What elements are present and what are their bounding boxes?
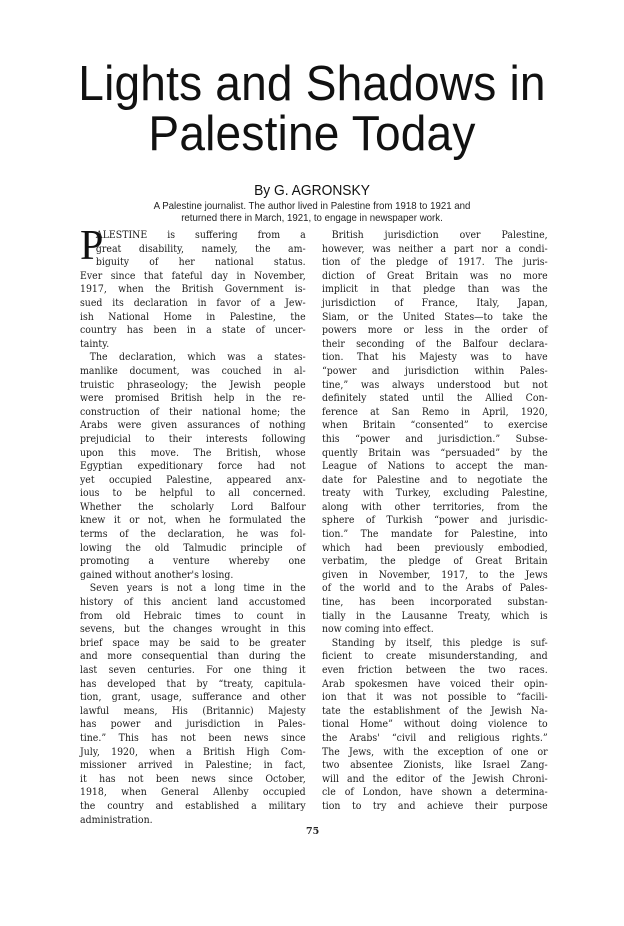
text-line: Seven years is not a long time in the [89, 582, 306, 595]
text-line: ALESTINE is suffering from a [95, 229, 306, 241]
text-line: ish National Home in Palestine, the [80, 310, 306, 323]
author-note [22, 201, 602, 225]
text-line: tainty. [80, 337, 110, 350]
text-line: their seconding of the Balfour declara- [322, 337, 548, 350]
text-line: “power and jurisdiction within Pales- [322, 364, 548, 377]
text-line: date for Palestine and to negotiate the [322, 473, 548, 486]
text-line: great disability, namely, the am- [95, 242, 306, 255]
text-line: will and the editor of the Jewish Chroni- [322, 772, 548, 785]
text-line: missioner arrived in Palestine; in fact, [80, 759, 306, 772]
text-line: tional Home” without doing violence to [322, 718, 548, 731]
text-line: construction of their national home; the [80, 405, 306, 418]
text-line: League of Nations to accept the man- [322, 460, 548, 473]
text-line: even friction between the two races. [322, 664, 548, 676]
text-line: cle of London, have shown a determina- [322, 786, 548, 799]
author-byline: By G. AGRONSKY [254, 182, 370, 199]
text-line: powers more or less in the order of [322, 324, 548, 337]
text-line: has power and jurisdiction in Pales- [80, 718, 306, 731]
text-line: last seven centuries. For one thing it [80, 664, 306, 676]
left-text-column [80, 229, 306, 827]
text-line: the country and established a military [80, 799, 306, 812]
text-line: tine,” was always understood but not [322, 378, 548, 391]
drop-cap: P [80, 223, 104, 269]
text-line: this “power and jurisdiction.” Subse- [322, 432, 548, 445]
text-line: administration. [80, 813, 153, 826]
text-line: were promised British help in the re- [80, 392, 306, 405]
text-line: of the world and to the Arabs of Pales- [322, 582, 548, 595]
text-line: sued its declaration in favor of a Jew- [80, 296, 306, 309]
text-line: tion to try and achieve their purpose [322, 799, 548, 812]
text-line: brief space may be said to be greater [80, 636, 306, 649]
text-line: truistic phraseology; the Jewish people [80, 378, 306, 391]
text-line: the Arabs' “civil and religious rights.” [322, 731, 548, 744]
text-line: gained without another's losing. [80, 568, 234, 581]
text-line: knew it or not, when he formulated the [80, 514, 306, 527]
text-line: 1917, when the British Government is- [80, 283, 306, 296]
text-line: now coming into effect. [322, 623, 434, 636]
text-line: yet occupied Palestine, appeared anx- [80, 473, 306, 486]
text-line: tine.” This has not been news since [80, 731, 306, 744]
text-line: tion. That his Majesty was to have [322, 351, 548, 364]
text-line: ficient to create misunderstanding, and [322, 650, 548, 663]
text-line: Ever since that fateful day in November, [80, 269, 306, 282]
text-line: history of this ancient land accustomed [80, 596, 306, 609]
text-line: which had been previously embodied, [322, 541, 548, 554]
text-line: 1918, when General Allenby occupied [80, 786, 306, 799]
text-line: Whether the scholarly Lord Balfour [80, 500, 306, 513]
article-title-line-1: Lights and Shadows in [78, 57, 546, 111]
text-line: British jurisdiction over Palestine, [331, 229, 548, 241]
text-line: lowing the old Talmudic principle of [80, 541, 306, 554]
article-title-line-2: Palestine Today [148, 107, 476, 161]
text-line: has developed that by “treaty, capitula- [80, 677, 306, 690]
text-line: tion of the pledge of 1917. The juris- [322, 256, 548, 269]
text-line: two absentee Zionists, like Israel Zang- [322, 759, 548, 772]
text-line: July, 1920, when a British High Com- [80, 745, 306, 758]
text-line: prejudicial to their interests following [80, 432, 306, 445]
right-text-column [322, 229, 548, 814]
text-line: verbatim, the pledge of Great Britain [322, 555, 548, 568]
text-line: Egyptian expeditionary force had not [80, 460, 306, 473]
text-line: sevens, but the changes wrought in this [80, 623, 306, 636]
text-line: jurisdiction of France, Italy, Japan, [322, 296, 548, 309]
text-line: tate the establishment of the Jewish Na- [322, 704, 548, 717]
text-line: ion that it was not possible to “facili- [322, 691, 548, 704]
author-note-line-1: A Palestine journalist. The author lived in Palestine from 1918 to 1921 and [153, 201, 471, 212]
text-line: it has not been news since October, [80, 772, 306, 785]
text-line: when Britain “consented” to exercise [322, 419, 548, 432]
text-line: biguity of her national status. [95, 256, 306, 269]
text-line: promoting a venture whereby one [80, 555, 306, 568]
page-number: 75 [306, 826, 320, 837]
text-line: treaty with Turkey, excluding Palestine, [322, 487, 548, 500]
text-line: ious to be helpful to all concerned. [80, 487, 306, 500]
text-line: quently Britain was “persuaded” by the [322, 446, 548, 459]
text-line: lawful means, His (Britannic) Majesty [80, 704, 306, 717]
text-line: tine, has been incorporated substan- [322, 596, 548, 609]
text-line: upon this move. The British, whose [80, 446, 306, 459]
text-line: tion.” The mandate for Palestine, into [322, 528, 548, 541]
text-line: terms of the declaration, he was fol- [80, 528, 306, 541]
text-line: The declaration, which was a states- [89, 351, 306, 364]
text-line: Arab spokesmen have voiced their opin- [322, 677, 548, 690]
text-line: definitely stated until the Allied Con- [322, 392, 548, 405]
text-line: Arabs were given assurances of nothing [80, 419, 306, 432]
text-line: and more consequential than during the [80, 650, 306, 663]
text-line: The Jews, with the exception of one or [322, 745, 548, 758]
text-line: given in November, 1917, to the Jews [322, 568, 548, 581]
text-line: from old Hebraic times to count in [80, 609, 306, 622]
text-line: diction of Great Britain was no more [322, 269, 548, 282]
text-line: Siam, or the United States—to take the [322, 310, 548, 323]
text-line: country has been in a state of uncer- [80, 324, 306, 337]
author-note-line-2: returned there in March, 1921, to engage in newspaper work. [181, 213, 443, 224]
text-line: implicit in that pledge than was the [322, 283, 548, 296]
text-line: along with other territories, from the [322, 500, 548, 513]
text-line: Standing by itself, this pledge is suf- [331, 636, 548, 649]
text-line: manlike document, was couched in al- [80, 364, 306, 377]
text-line: however, was neither a part nor a condi- [322, 242, 548, 255]
text-line: tion, grant, usage, sufferance and other [80, 691, 306, 704]
text-line: tially in the Lausanne Treaty, which is [322, 609, 548, 622]
text-line: sphere of Turkish “power and jurisdic- [322, 514, 548, 527]
text-line: ference at San Remo in April, 1920, [322, 405, 548, 418]
